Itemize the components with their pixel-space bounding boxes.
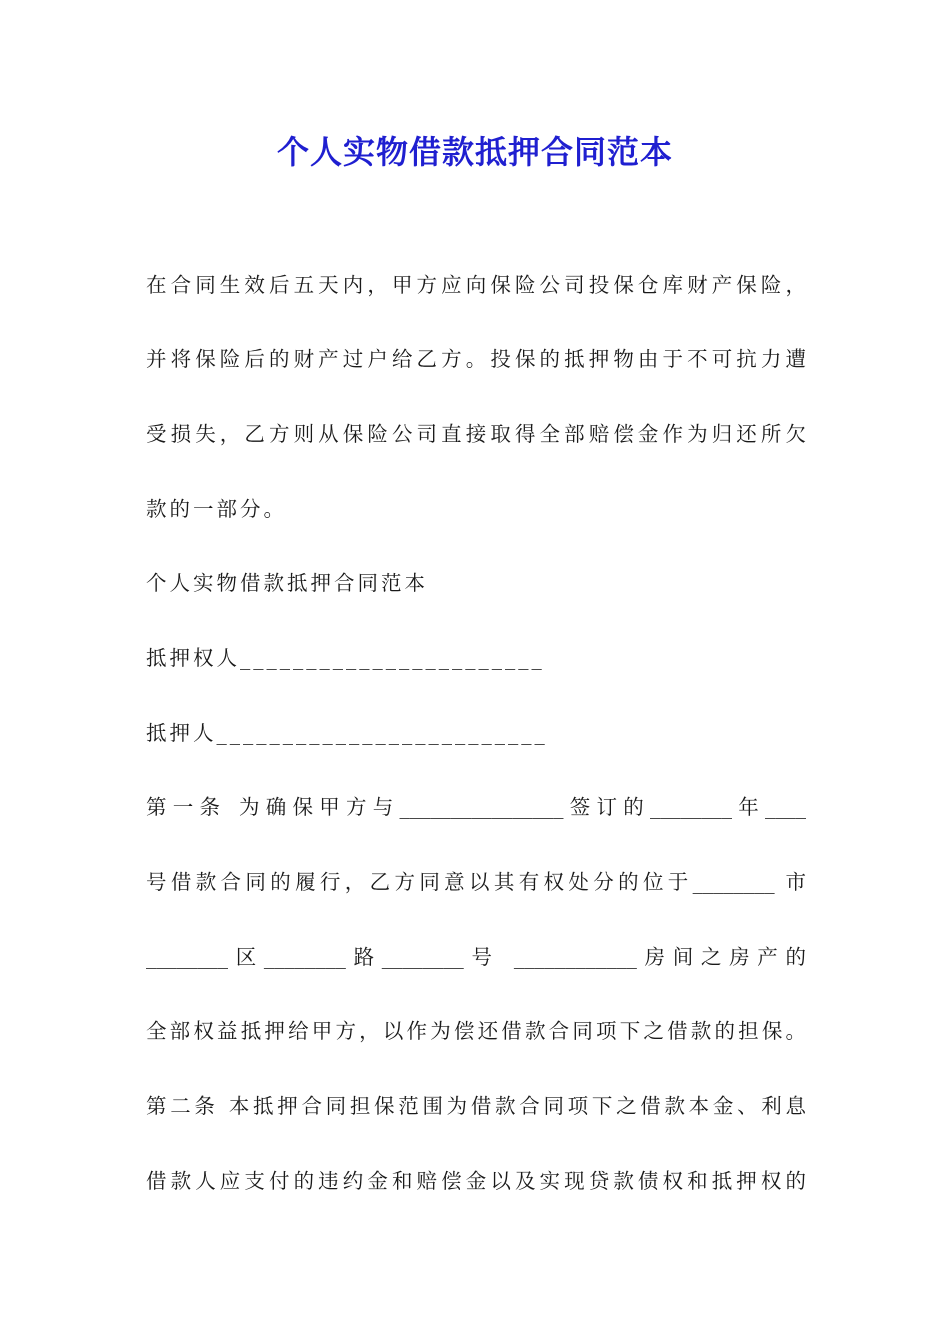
mortgagor-field: 抵押人_________________________: [146, 721, 548, 745]
paragraph-line: 受损失，乙方则从保险公司直接取得全部赔偿金作为归还所欠: [146, 422, 806, 446]
paragraph-line: 在合同生效后五天内，甲方应向保险公司投保仓库财产保险，: [146, 273, 806, 297]
article-line: 借款人应支付的违约金和赔偿金以及实现贷款债权和抵押权的: [146, 1169, 806, 1193]
article-line: 全部权益抵押给甲方，以作为偿还借款合同项下之借款的担保。: [146, 1019, 806, 1043]
article-line: 号借款合同的履行，乙方同意以其有权处分的位于________ 市: [146, 870, 806, 894]
mortgagee-field: 抵押权人_______________________: [146, 646, 545, 670]
article-line: 第一条 为确保甲方与________________签订的________年____: [146, 795, 806, 819]
article-line: 第二条 本抵押合同担保范围为借款合同项下之借款本金、利息: [146, 1094, 806, 1118]
document-title: 个人实物借款抵押合同范本: [276, 133, 673, 171]
paragraph-line: 并将保险后的财产过户给乙方。投保的抵押物由于不可抗力遭: [146, 347, 806, 371]
article-line: ________区________路________号 ____________房间之房产的: [146, 945, 806, 969]
section-heading: 个人实物借款抵押合同范本: [146, 571, 428, 595]
paragraph-line: 款的一部分。: [146, 497, 287, 521]
